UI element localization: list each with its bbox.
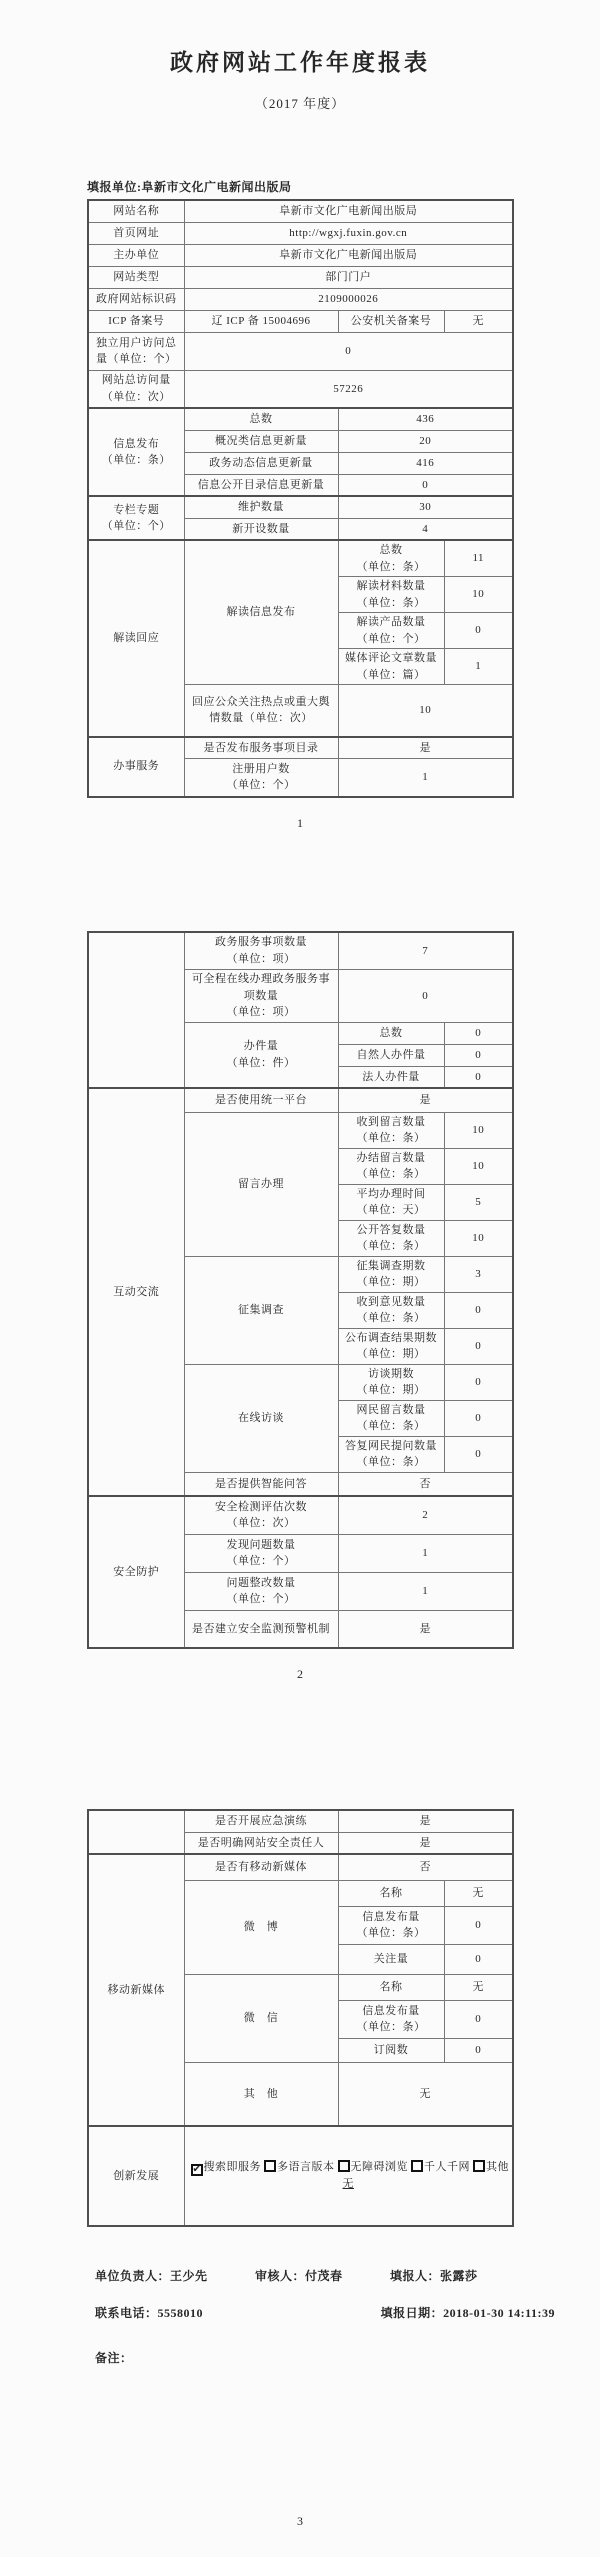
interaction-section-label: 互动交流 bbox=[88, 1088, 184, 1496]
unchecked-checkbox-icon bbox=[264, 2160, 276, 2172]
info-pub-section-label bbox=[88, 408, 184, 496]
wechat-section-label: 微 信 bbox=[184, 1974, 338, 2062]
weibo-followers-value: 0 bbox=[444, 1944, 513, 1974]
has-mobile-value: 否 bbox=[338, 1854, 513, 1880]
signature-line bbox=[95, 2267, 555, 2284]
label-line: 总数 bbox=[379, 544, 403, 556]
hot-response-label: 回应公众关注热点或重大舆情数量（单位：次） bbox=[184, 685, 338, 737]
unit-line: （单位：条） bbox=[356, 560, 426, 573]
home-url-value: http://wgxj.fuxin.gov.cn bbox=[184, 222, 513, 244]
surveys-periods-value: 3 bbox=[444, 1256, 513, 1292]
label-line: 问题整改数量 bbox=[226, 1576, 296, 1589]
icp-label: ICP 备案号 bbox=[88, 310, 184, 332]
label-line: 办结留言数量 bbox=[356, 1151, 426, 1164]
label-line: 网站总访问量 bbox=[101, 374, 171, 387]
unit-line: （单位：期） bbox=[356, 1348, 426, 1360]
checkbox-label: 其他 bbox=[486, 2161, 509, 2174]
page-number-1: 1 bbox=[297, 815, 303, 830]
weibo-section-label: 微 博 bbox=[184, 1880, 338, 1974]
security-assessments-value: 2 bbox=[338, 1496, 513, 1534]
label-line: 收到留言数量 bbox=[356, 1115, 426, 1128]
label-line: 信息发布 bbox=[113, 437, 160, 450]
other-media-value: 无 bbox=[338, 2062, 513, 2126]
innovation-options-cell bbox=[184, 2126, 513, 2226]
info-pub-catalog-label: 信息公开目录信息更新量 bbox=[184, 474, 338, 496]
page-number-3: 3 bbox=[297, 2514, 303, 2528]
site-name-label: 网站名称 bbox=[88, 200, 184, 222]
unique-visitors-value: 0 bbox=[184, 332, 513, 370]
interviews-replies-value: 0 bbox=[444, 1436, 513, 1472]
cases-natural-label: 自然人办件量 bbox=[338, 1044, 444, 1066]
table-row bbox=[88, 408, 513, 430]
unit-line: （单位：个） bbox=[226, 1555, 296, 1567]
label-line: 可全程在线办理政务服务事项数量 bbox=[192, 973, 330, 1002]
wechat-subscribers-label: 订阅数 bbox=[338, 2038, 444, 2062]
warning-mechanism-value: 是 bbox=[338, 1610, 513, 1648]
checkbox-label: 搜索即服务 bbox=[203, 2161, 261, 2174]
report-page-1 bbox=[0, 44, 600, 831]
table-row bbox=[88, 332, 513, 370]
basic-info-table bbox=[87, 199, 514, 798]
unit-line: （单位：条） bbox=[356, 1168, 426, 1180]
label-line: 解读材料数量 bbox=[356, 580, 426, 592]
cases-natural-value: 0 bbox=[444, 1044, 513, 1066]
has-mobile-label: 是否有移动新媒体 bbox=[184, 1854, 338, 1880]
messages-avg-time-label bbox=[338, 1184, 444, 1220]
interviews-section-label: 在线访谈 bbox=[184, 1364, 338, 1472]
table-row bbox=[88, 2126, 513, 2226]
interpretation-section-label: 解读回应 bbox=[88, 540, 184, 737]
label-line: 访谈期数 bbox=[368, 1367, 414, 1380]
online-items-label bbox=[184, 970, 338, 1023]
unit-line: （单位：个） bbox=[356, 632, 426, 645]
table-row bbox=[88, 1854, 513, 1880]
table-row bbox=[88, 244, 513, 266]
cases-total-label: 总数 bbox=[338, 1022, 444, 1044]
mobile-media-table bbox=[87, 1809, 514, 2227]
table-row bbox=[88, 737, 513, 759]
filler-name: 张露莎 bbox=[440, 2269, 478, 2283]
sponsor-label: 主办单位 bbox=[88, 244, 184, 266]
service-interaction-table bbox=[87, 931, 514, 1650]
report-year-subtitle: （2017 年度） bbox=[254, 96, 346, 111]
table-row bbox=[88, 932, 513, 970]
reviewer bbox=[255, 2267, 390, 2284]
site-type-value: 部门门户 bbox=[184, 266, 513, 288]
info-pub-dynamics-value: 416 bbox=[338, 452, 513, 474]
page-number-2: 2 bbox=[297, 1667, 303, 1681]
interviews-replies-label bbox=[338, 1436, 444, 1472]
reviewer-name: 付茂春 bbox=[305, 2269, 343, 2283]
fill-date-value: 2018-01-30 14:11:39 bbox=[443, 2306, 555, 2320]
surveys-opinions-label bbox=[338, 1292, 444, 1328]
label-line: 信息发布量 bbox=[362, 2004, 420, 2017]
site-code-value: 2109000026 bbox=[184, 288, 513, 310]
service-items-value: 7 bbox=[338, 932, 513, 970]
contact-phone-label: 联系电话： bbox=[95, 2306, 158, 2320]
interp-total-label bbox=[338, 540, 444, 577]
report-title: 政府网站工作年度报表 bbox=[170, 50, 430, 75]
checked-checkbox-icon: ✔ bbox=[192, 2164, 202, 2176]
table-row bbox=[88, 496, 513, 518]
checkbox-label: 千人千网 bbox=[424, 2161, 470, 2174]
table-row bbox=[88, 1810, 513, 1832]
unit-line: （单位：条） bbox=[356, 1312, 426, 1324]
innovation-section-label: 创新发展 bbox=[88, 2126, 184, 2226]
columns-maintained-value: 30 bbox=[338, 496, 513, 518]
interviews-messages-label bbox=[338, 1400, 444, 1436]
wechat-subscribers-value: 0 bbox=[444, 2038, 513, 2062]
unit-leader-name: 王少先 bbox=[170, 2269, 208, 2283]
filler-label: 填报人： bbox=[390, 2269, 441, 2283]
info-pub-dynamics-label: 政务动态信息更新量 bbox=[184, 452, 338, 474]
hot-response-value: 10 bbox=[338, 685, 513, 737]
surveys-section-label: 征集调查 bbox=[184, 1256, 338, 1364]
checkbox-label: 多语言版本 bbox=[277, 2161, 335, 2174]
interp-media-label bbox=[338, 649, 444, 685]
innovation-checkbox-accessibility[interactable] bbox=[335, 2161, 409, 2173]
unified-platform-label: 是否使用统一平台 bbox=[184, 1088, 338, 1112]
label-line: 专栏专题 bbox=[113, 503, 160, 516]
smart-qa-value: 否 bbox=[338, 1472, 513, 1496]
security-section-label: 安全防护 bbox=[88, 1496, 184, 1648]
wechat-name-label: 名称 bbox=[338, 1974, 444, 2000]
label-line: 解读产品数量 bbox=[356, 616, 426, 628]
wechat-posts-label bbox=[338, 2000, 444, 2038]
security-problems-fixed-label bbox=[184, 1572, 338, 1610]
smart-qa-label: 是否提供智能问答 bbox=[184, 1472, 338, 1496]
label-line: 发现问题数量 bbox=[226, 1538, 296, 1551]
info-pub-total-value: 436 bbox=[338, 408, 513, 430]
messages-received-label bbox=[338, 1112, 444, 1148]
interp-products-label bbox=[338, 613, 444, 649]
interp-materials-label bbox=[338, 577, 444, 613]
interviews-messages-value: 0 bbox=[444, 1400, 513, 1436]
innovation-checkbox-personalized[interactable] bbox=[408, 2161, 470, 2173]
unit-line: （单位：条） bbox=[356, 1927, 426, 1939]
reviewer-label: 审核人： bbox=[255, 2269, 306, 2283]
unit-line: （单位：条） bbox=[356, 1132, 426, 1144]
label-line: 注册用户数 bbox=[232, 762, 290, 775]
label-line: 办件量 bbox=[243, 1040, 279, 1053]
unit-line: （单位：个） bbox=[101, 520, 171, 532]
registered-users-label bbox=[184, 759, 338, 797]
unit-leader bbox=[95, 2267, 255, 2284]
police-record-label: 公安机关备案号 bbox=[338, 310, 444, 332]
security-assessments-label bbox=[184, 1496, 338, 1534]
weibo-posts-value: 0 bbox=[444, 1906, 513, 1944]
label-line: 安全检测评估次数 bbox=[215, 1500, 307, 1513]
surveys-opinions-value: 0 bbox=[444, 1292, 513, 1328]
unit-line: （单位：条） bbox=[356, 1240, 426, 1252]
table-row bbox=[88, 222, 513, 244]
messages-completed-label bbox=[338, 1148, 444, 1184]
special-columns-section-label bbox=[88, 496, 184, 540]
remark-label: 备注： bbox=[95, 2351, 133, 2365]
weibo-name-label: 名称 bbox=[338, 1880, 444, 1906]
unit-line: （单位：篇） bbox=[356, 668, 426, 681]
site-name-value: 阜新市文化广电新闻出版局 bbox=[184, 200, 513, 222]
drill-label: 是否开展应急演练 bbox=[184, 1810, 338, 1832]
interp-materials-value: 10 bbox=[444, 577, 513, 613]
unit-line: （单位：条） bbox=[356, 596, 426, 609]
security-officer-label: 是否明确网站安全责任人 bbox=[184, 1832, 338, 1854]
messages-completed-value: 10 bbox=[444, 1148, 513, 1184]
label-line: 答复网民提问数量 bbox=[345, 1439, 437, 1452]
info-pub-overview-label: 概况类信息更新量 bbox=[184, 430, 338, 452]
table-row bbox=[88, 370, 513, 408]
unchecked-checkbox-icon bbox=[473, 2160, 485, 2172]
fill-date-label: 填报日期： bbox=[380, 2306, 444, 2320]
other-media-label: 其 他 bbox=[184, 2062, 338, 2126]
report-page-3 bbox=[0, 1809, 600, 2529]
security-problems-found-value: 1 bbox=[338, 1534, 513, 1572]
services-section-label: 办事服务 bbox=[88, 737, 184, 797]
info-pub-overview-value: 20 bbox=[338, 430, 513, 452]
interp-media-value: 1 bbox=[444, 649, 513, 685]
columns-maintained-label: 维护数量 bbox=[184, 496, 338, 518]
unit-line: （单位：天） bbox=[356, 1204, 426, 1216]
label-line: 网民留言数量 bbox=[356, 1403, 426, 1416]
label-line: 媒体评论文章数量 bbox=[345, 652, 437, 664]
empty-section-cell bbox=[88, 932, 184, 1089]
wechat-name-value: 无 bbox=[444, 1974, 513, 2000]
cases-section-label bbox=[184, 1022, 338, 1088]
online-items-value: 0 bbox=[338, 970, 513, 1023]
info-pub-catalog-value: 0 bbox=[338, 474, 513, 496]
columns-new-value: 4 bbox=[338, 518, 513, 540]
total-visits-value: 57226 bbox=[184, 370, 513, 408]
sponsor-value: 阜新市文化广电新闻出版局 bbox=[184, 244, 513, 266]
report-footer bbox=[95, 2267, 555, 2366]
drill-value: 是 bbox=[338, 1810, 513, 1832]
service-catalog-value: 是 bbox=[338, 737, 513, 759]
label-line: 政务服务事项数量 bbox=[215, 936, 307, 949]
label-line: 平均办理时间 bbox=[356, 1187, 426, 1200]
weibo-followers-label: 关注量 bbox=[338, 1944, 444, 1974]
columns-new-label: 新开设数量 bbox=[184, 518, 338, 540]
cases-legal-label: 法人办件量 bbox=[338, 1066, 444, 1088]
checkbox-label: 无障碍浏览 bbox=[350, 2161, 408, 2174]
table-row bbox=[88, 266, 513, 288]
table-row bbox=[88, 1496, 513, 1534]
innovation-checkbox-multilingual[interactable] bbox=[261, 2161, 335, 2173]
unit-line: （单位：件） bbox=[226, 1056, 296, 1069]
table-row bbox=[88, 540, 513, 577]
security-officer-value: 是 bbox=[338, 1832, 513, 1854]
messages-avg-time-value: 5 bbox=[444, 1184, 513, 1220]
table-row bbox=[88, 1088, 513, 1112]
warning-mechanism-label: 是否建立安全监测预警机制 bbox=[184, 1610, 338, 1648]
unchecked-checkbox-icon bbox=[411, 2160, 423, 2172]
total-visits-label bbox=[88, 370, 184, 408]
weibo-name-value: 无 bbox=[444, 1880, 513, 1906]
unit-leader-label: 单位负责人： bbox=[95, 2269, 171, 2283]
weibo-posts-label bbox=[338, 1906, 444, 1944]
interp-total-value: 11 bbox=[444, 540, 513, 577]
label-line: 征集调查期数 bbox=[356, 1259, 426, 1272]
interpretation-pub-label: 解读信息发布 bbox=[184, 540, 338, 685]
interviews-periods-label bbox=[338, 1364, 444, 1400]
unit-line: （单位：次） bbox=[226, 1517, 296, 1530]
label-line: 收到意见数量 bbox=[356, 1295, 426, 1308]
innovation-other-value: 无 bbox=[342, 2178, 354, 2191]
wechat-posts-value: 0 bbox=[444, 2000, 513, 2038]
table-row bbox=[88, 310, 513, 332]
unit-line: （单位：期） bbox=[356, 1276, 426, 1288]
label-line: 公开答复数量 bbox=[356, 1223, 426, 1236]
innovation-checkbox-row bbox=[188, 2159, 510, 2176]
table-row bbox=[88, 288, 513, 310]
police-record-value: 无 bbox=[444, 310, 513, 332]
surveys-periods-label bbox=[338, 1256, 444, 1292]
unit-line: （单位：条） bbox=[356, 1420, 426, 1432]
unit-line: （单位：期） bbox=[356, 1384, 426, 1396]
security-problems-fixed-value: 1 bbox=[338, 1572, 513, 1610]
contact-phone bbox=[95, 2304, 203, 2321]
unit-line: （单位：个） bbox=[226, 1593, 296, 1605]
service-items-label bbox=[184, 932, 338, 970]
site-code-label: 政府网站标识码 bbox=[88, 288, 184, 310]
cases-legal-value: 0 bbox=[444, 1066, 513, 1088]
messages-replies-label bbox=[338, 1220, 444, 1256]
contact-phone-value: 5558010 bbox=[157, 2306, 204, 2320]
label-line: 公布调查结果期数 bbox=[345, 1331, 437, 1344]
unit-line: （单位：条） bbox=[356, 1456, 426, 1468]
icp-value: 辽 ICP 备 15004696 bbox=[184, 310, 338, 332]
unchecked-checkbox-icon bbox=[338, 2160, 350, 2172]
surveys-results-label bbox=[338, 1328, 444, 1364]
messages-replies-value: 10 bbox=[444, 1220, 513, 1256]
unit-line: （单位：项） bbox=[226, 952, 296, 965]
unit-line: （单位：个） bbox=[226, 779, 296, 792]
cases-total-value: 0 bbox=[444, 1022, 513, 1044]
unique-visitors-label: 独立用户访问总量（单位：个） bbox=[88, 332, 184, 370]
registered-users-value: 1 bbox=[338, 759, 513, 797]
contact-line bbox=[95, 2304, 555, 2321]
innovation-checkbox-other[interactable] bbox=[470, 2161, 509, 2173]
unit-line: （单位：项） bbox=[226, 1006, 296, 1018]
unified-platform-value: 是 bbox=[338, 1088, 513, 1112]
reporting-unit-line: 填报单位:阜新市文化广电新闻出版局 bbox=[87, 180, 292, 194]
empty-section-cell bbox=[88, 1810, 184, 1854]
filler bbox=[390, 2267, 478, 2284]
report-page-2 bbox=[0, 931, 600, 1683]
security-problems-found-label bbox=[184, 1534, 338, 1572]
unit-line: （单位：次） bbox=[101, 390, 171, 403]
site-type-label: 网站类型 bbox=[88, 266, 184, 288]
interp-products-value: 0 bbox=[444, 613, 513, 649]
home-url-label: 首页网址 bbox=[88, 222, 184, 244]
table-row bbox=[88, 200, 513, 222]
service-catalog-label: 是否发布服务事项目录 bbox=[184, 737, 338, 759]
unit-line: （单位：条） bbox=[101, 454, 171, 466]
mobile-media-section-label: 移动新媒体 bbox=[88, 1854, 184, 2126]
label-line: 信息发布量 bbox=[362, 1910, 420, 1923]
unit-line: （单位：条） bbox=[356, 2021, 426, 2033]
messages-section-label: 留言办理 bbox=[184, 1112, 338, 1256]
innovation-checkbox-search-service[interactable] bbox=[188, 2161, 262, 2176]
interviews-periods-value: 0 bbox=[444, 1364, 513, 1400]
fill-date bbox=[381, 2304, 555, 2321]
messages-received-value: 10 bbox=[444, 1112, 513, 1148]
surveys-results-value: 0 bbox=[444, 1328, 513, 1364]
info-pub-total-label: 总数 bbox=[184, 408, 338, 430]
